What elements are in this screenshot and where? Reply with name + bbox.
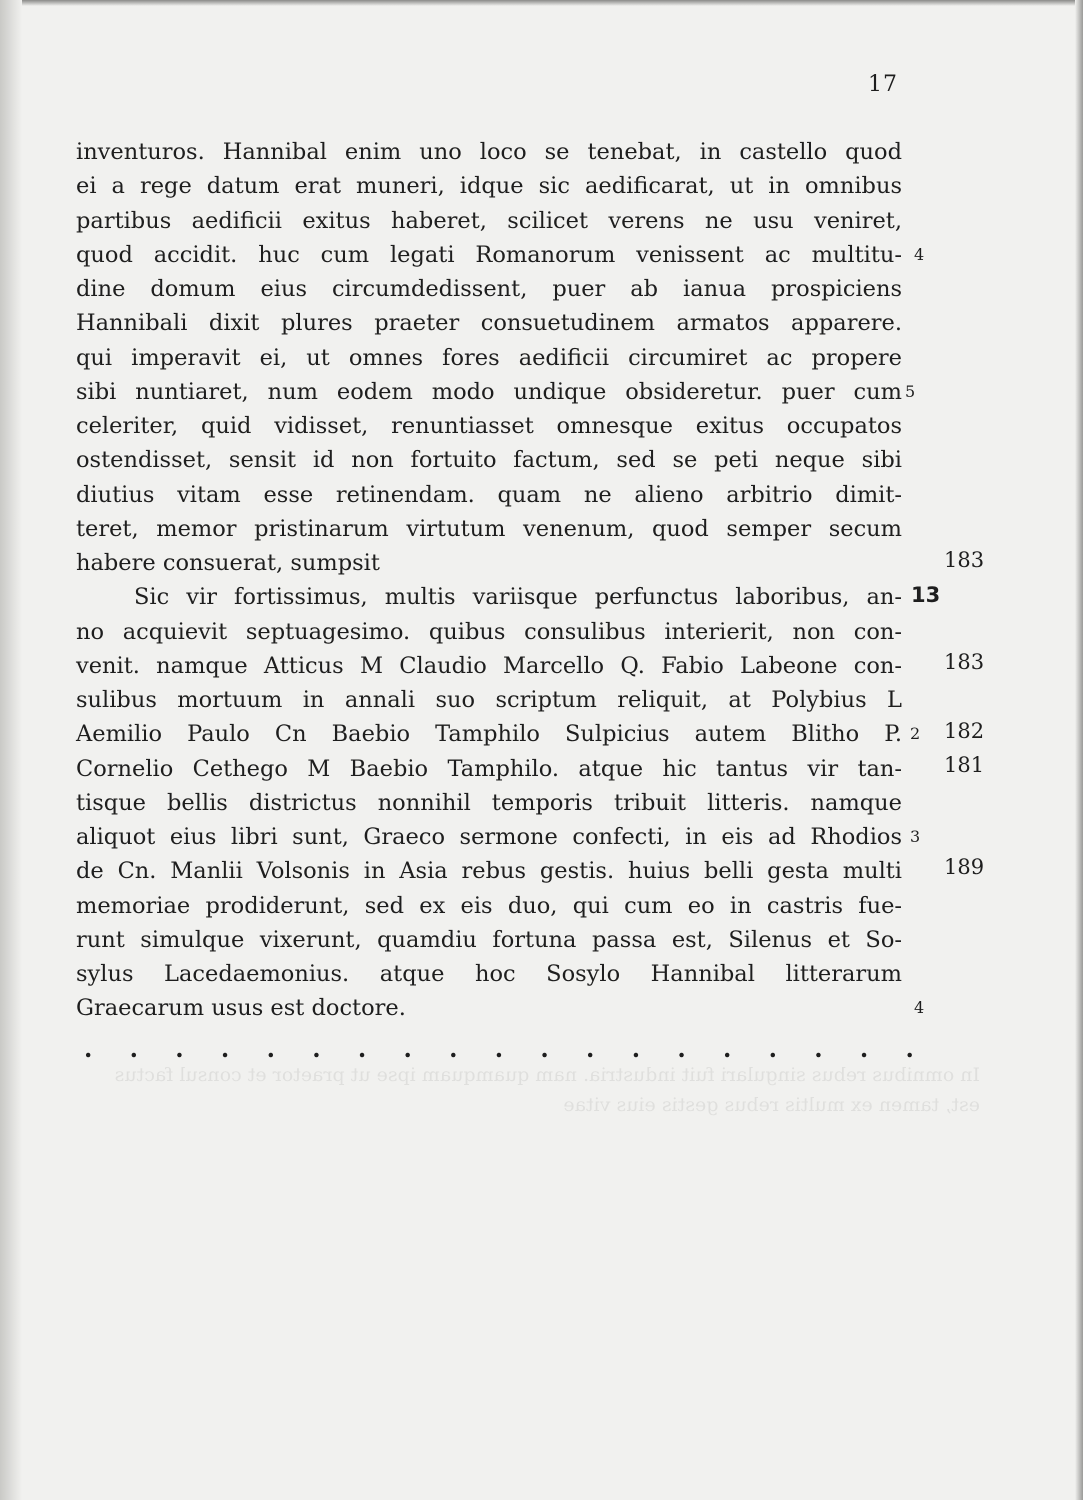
page-edge-right	[1075, 0, 1083, 1500]
omission-dot: .	[357, 1034, 367, 1063]
text-line: Graecarum usus est doctore.	[76, 995, 406, 1021]
omission-dot: .	[84, 1034, 93, 1063]
omission-dot: .	[905, 1034, 914, 1063]
text-line: Cornelio Cethego M Baebio Tamphilo. atque hic tantus vir tan-	[76, 756, 902, 782]
omission-dot: .	[586, 1034, 595, 1063]
omission-dot: .	[494, 1034, 504, 1063]
omission-dot: .	[859, 1034, 869, 1063]
text-line: inventuros. Hannibal enim uno loco se tenebat, in castello quod	[76, 139, 902, 165]
text-line: habere consuerat, sumpsit	[76, 550, 380, 576]
omission-dot: .	[449, 1034, 458, 1063]
text-line: diutius vitam esse retinendam. quam ne alieno arbitrio dimit-	[76, 482, 902, 508]
omission-dot: .	[631, 1034, 641, 1063]
bleed-through-text: In omnibus rebus singulari fuit industria. nam quamquam ipse ut praetor et consul factus est, tamen ex multis rebus gestis eius vitae	[114, 1064, 980, 1116]
text-line: sulibus mortuum in annali suo scriptum reliquit, at Polybius L	[76, 687, 902, 713]
section-marker: 5	[905, 382, 916, 401]
text-line: tisque bellis districtus nonnihil temporis tribuit litteris. namque	[76, 790, 902, 816]
text-line: ostendisset, sensit id non fortuito factum, sed se peti neque sibi	[76, 447, 902, 473]
text-line: memoriae prodiderunt, sed ex eis duo, qui cum eo in castris fue-	[76, 893, 902, 919]
year-note: 183	[944, 548, 985, 572]
section-marker: 2	[910, 724, 921, 743]
page-number: 17	[868, 72, 898, 97]
section-marker: 3	[910, 827, 921, 846]
omission-dot: .	[175, 1034, 184, 1063]
text-line: ei a rege datum erat muneri, idque sic aedificarat, ut in omnibus	[76, 173, 902, 199]
text-line: venit. namque Atticus M Claudio Marcello Q. Fabio Labeone con-	[76, 653, 902, 679]
chapter-number: 13	[911, 583, 941, 607]
text-line: Hannibali dixit plures praeter consuetudinem armatos apparere.	[76, 310, 902, 336]
omission-dot: .	[814, 1034, 823, 1063]
omission-dot: .	[768, 1034, 777, 1063]
year-note: 189	[944, 855, 985, 879]
text-line: dine domum eius circumdedissent, puer ab ianua prospiciens	[76, 276, 902, 302]
omission-dot: .	[722, 1034, 732, 1063]
text-line: sylus Lacedaemonius. atque hoc Sosylo Hannibal litterarum	[76, 961, 902, 987]
text-line: no acquievit septuagesimo. quibus consulibus interierit, non con-	[76, 619, 902, 645]
year-note: 181	[944, 753, 985, 777]
text-line: celeriter, quid vidisset, renuntiasset omnesque exitus occupatos	[76, 413, 902, 439]
text-line: partibus aedificii exitus haberet, scilicet verens ne usu veniret,	[76, 208, 902, 234]
text-line: qui imperavit ei, ut omnes fores aedificii circumiret ac propere	[76, 345, 902, 371]
text-line: runt simulque vixerunt, quamdiu fortuna passa est, Silenus et So-	[76, 927, 902, 953]
omission-dot: .	[540, 1034, 549, 1063]
page-edge-left	[0, 0, 22, 1500]
text-line: teret, memor pristinarum virtutum venenum, quod semper secum	[76, 516, 902, 542]
text-line: aliquot eius libri sunt, Graeco sermone confecti, in eis ad Rhodios	[76, 824, 902, 850]
omission-dot: .	[677, 1034, 686, 1063]
omission-dot: .	[220, 1034, 230, 1063]
section-marker: 4	[914, 998, 925, 1017]
text-line: Sic vir fortissimus, multis variisque perfunctus laboribus, an-	[134, 584, 902, 610]
omission-dot: .	[266, 1034, 275, 1063]
text-line: quod accidit. huc cum legati Romanorum venissent ac multitu-	[76, 242, 902, 268]
year-note: 183	[944, 650, 985, 674]
text-line: de Cn. Manlii Volsonis in Asia rebus gestis. huius belli gesta multi	[76, 858, 902, 884]
text-line: sibi nuntiaret, num eodem modo undique obsideretur. puer cum	[76, 379, 902, 405]
omission-dot: .	[312, 1034, 321, 1063]
omission-dot: .	[129, 1034, 138, 1063]
page-edge-top	[0, 0, 1083, 6]
section-marker: 4	[914, 245, 925, 264]
omission-dot: .	[403, 1034, 412, 1063]
text-line: Aemilio Paulo Cn Baebio Tamphilo Sulpicius autem Blitho P.	[76, 721, 902, 747]
omission-dots	[84, 1034, 914, 1064]
year-note: 182	[944, 719, 985, 743]
